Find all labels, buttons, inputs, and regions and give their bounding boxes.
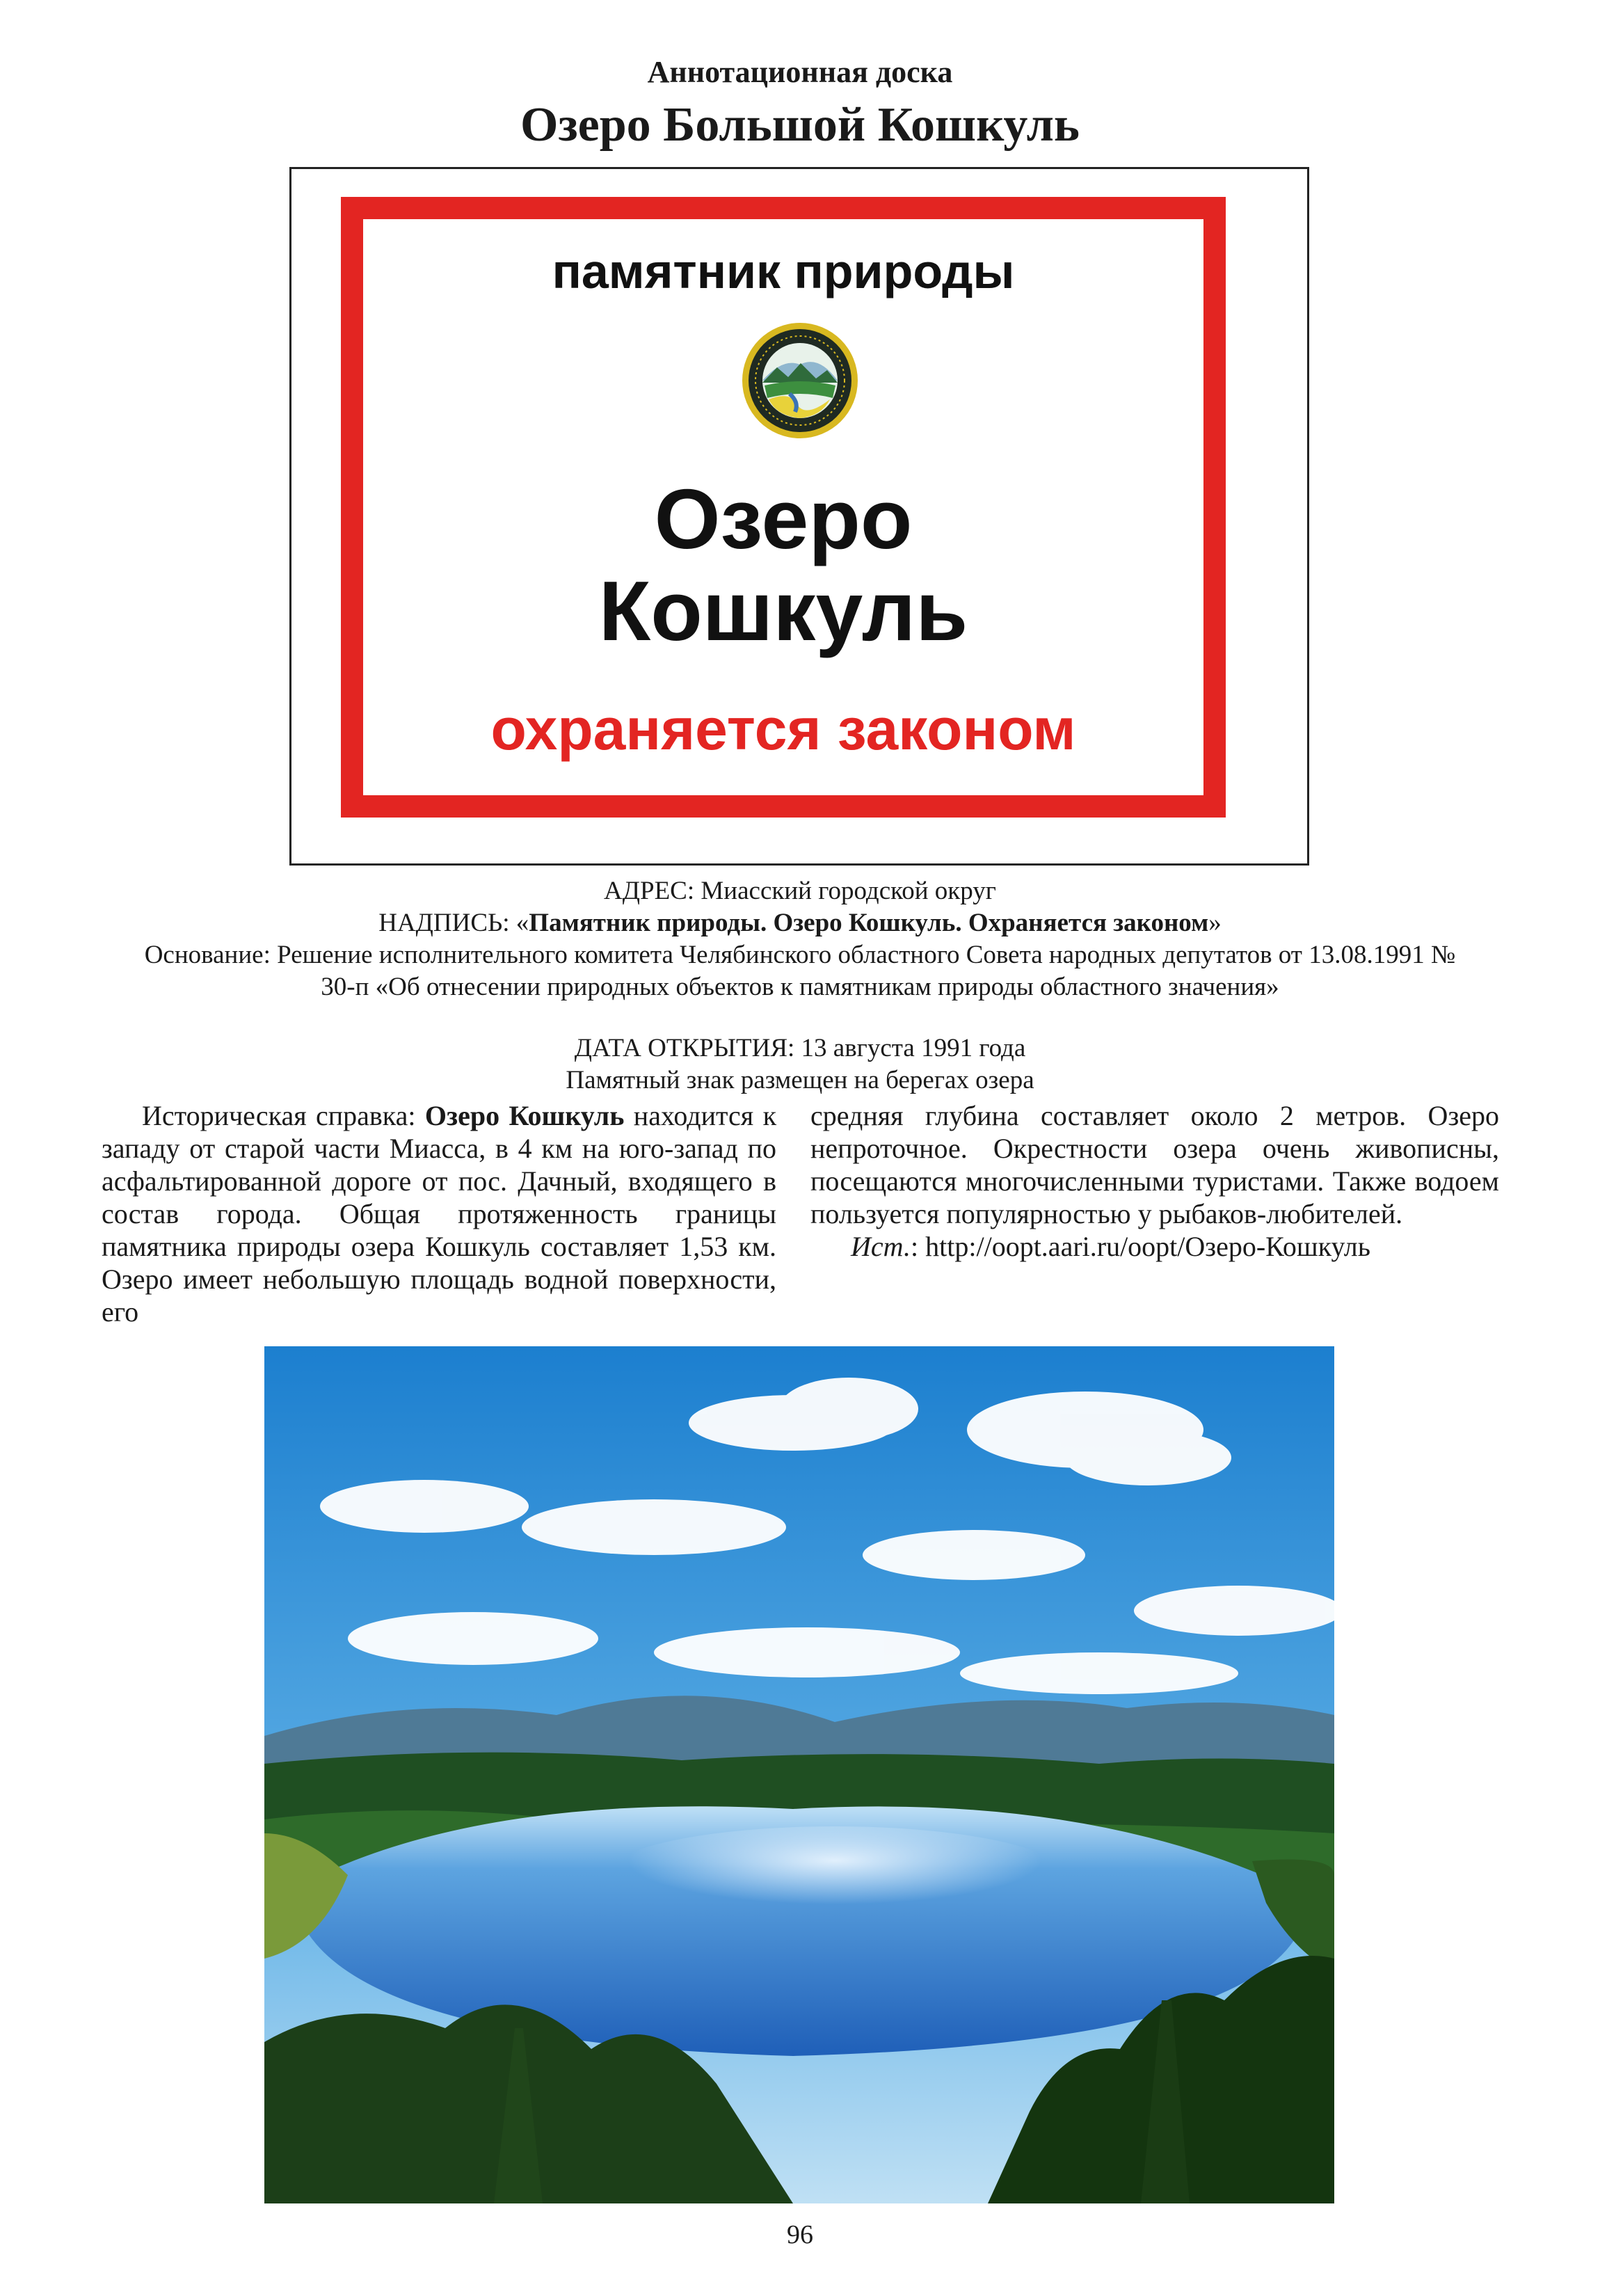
opening-date-line <box>125 1033 1475 1065</box>
sign-heading: памятник природы <box>552 244 1015 298</box>
inscription-value: Памятник природы. Озеро Кошкуль. Охраняется законом <box>529 909 1209 937</box>
inscription-label: НАДПИСЬ: « <box>378 909 529 937</box>
source-url: : http://oopt.aari.ru/oopt/Озеро-Кошкуль <box>911 1231 1370 1262</box>
opening-date-label: ДАТА ОТКРЫТИЯ: <box>574 1034 795 1062</box>
history-column-1 <box>102 1099 776 1328</box>
lake-landscape-photo <box>264 1346 1334 2203</box>
nature-reserve-emblem-icon <box>741 321 859 440</box>
page-kicker: Аннотационная доска <box>647 55 953 89</box>
sign-name-line2: Кошкуль <box>598 564 968 658</box>
inscription-line <box>125 907 1475 939</box>
placement-line: Памятный знак размещен на берегах озера <box>566 1066 1034 1094</box>
sign-lake-name <box>363 473 1203 657</box>
sign-name-line1: Озеро <box>654 472 913 566</box>
address-value: Миасский городской округ <box>701 877 996 905</box>
sign-protected-text: охраняется законом <box>490 696 1076 762</box>
inscription-close: » <box>1208 909 1222 937</box>
history-text-1: находится к западу от старой части Миасса, в 4 км на юго-запад по асфальтированной дороге от пос. Дачный, входящего в состав города. Общая протяженность границы памятника природы озера Кошкуль составляет 1,53 км. Озеро имеет небольшую площадь водной поверхности, его <box>102 1100 777 1328</box>
basis-text: Основание: Решение исполнительного комитета Челябинского областного Совета народных депутатов от 13.08.1991 № 30-п «Об отнесении природных объектов к памятникам природы областного значения» <box>144 941 1456 1001</box>
page-title: Озеро Большой Кошкуль <box>520 98 1080 152</box>
page-number: 96 <box>787 2220 813 2249</box>
address-label: АДРЕС: <box>604 877 695 905</box>
address-line <box>125 875 1475 907</box>
history-lake-name: Озеро Кошкуль <box>424 1100 625 1131</box>
history-text-2: средняя глубина составляет около 2 метров. Озеро непроточное. Окрестности озера очень живописны, посещаются многочисленными туристами. Также водоем пользуется популярностью у рыбаков-любителей. <box>810 1100 1499 1229</box>
history-column-2 <box>810 1099 1499 1263</box>
source-line <box>810 1230 1499 1263</box>
source-label: Ист. <box>851 1231 911 1262</box>
opening-date-value: 13 августа 1991 года <box>801 1034 1026 1062</box>
history-lead: Историческая справка: <box>142 1100 425 1131</box>
